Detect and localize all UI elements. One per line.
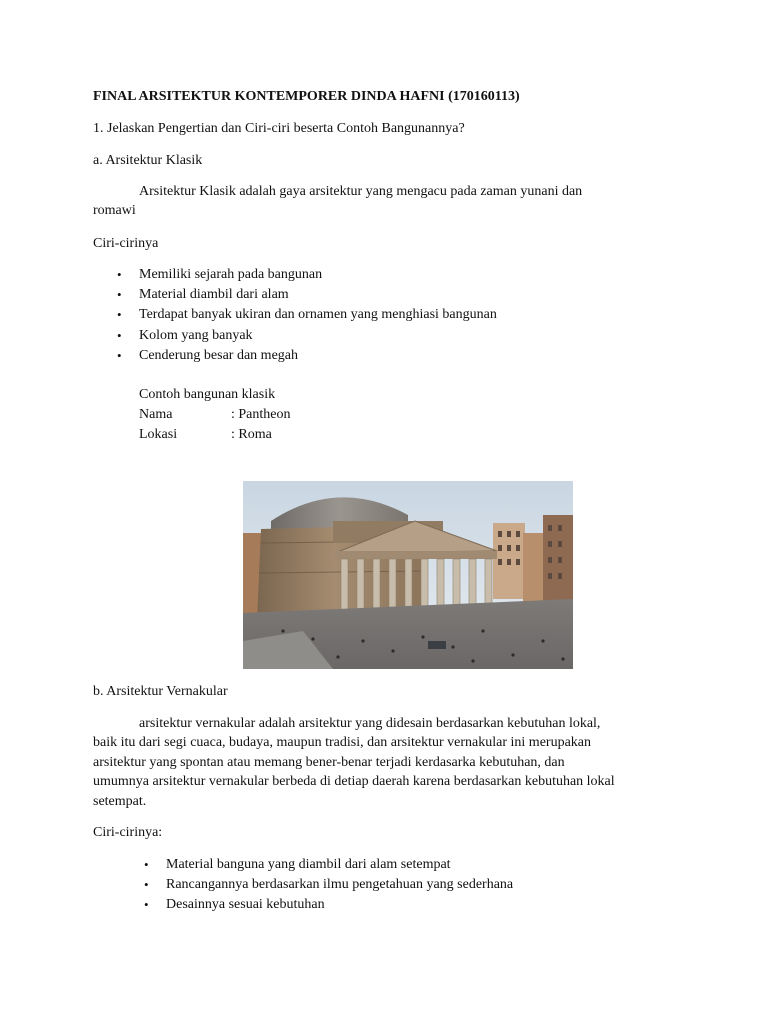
vernakular-definition-line: arsitektur yang spontan atau memang bener-benar terjadi kerdasarka kebutuhan, dan [93, 755, 565, 770]
section-heading-vernakular: b. Arsitektur Vernakular [93, 684, 228, 699]
bullet-icon: • [117, 327, 122, 343]
bullet-icon: • [144, 897, 149, 913]
klasik-definition-line1: Arsitektur Klasik adalah gaya arsitektur yang mengacu pada zaman yunani dan [139, 184, 583, 199]
bullet-icon: • [117, 287, 122, 303]
vernakular-definition-line: umumnya arsitektur vernakular berbeda di detiap daerah karena berdasarkan kebutuhan lokal [93, 774, 615, 789]
section-heading-klasik: a. Arsitektur Klasik [93, 153, 203, 168]
klasik-definition-line2: romawi [93, 203, 136, 218]
bullet-icon: • [117, 307, 122, 323]
list-item: • Desainnya sesuai kebutuhan [166, 895, 513, 915]
document-title: FINAL ARSITEKTUR KONTEMPORER DINDA HAFNI (170160113) [93, 89, 520, 104]
list-item: • Rancangannya berdasarkan ilmu pengetahuan yang sederhana [166, 875, 513, 895]
vernakular-definition-line: setempat. [93, 794, 147, 809]
list-item: • Material banguna yang diambil dari alam setempat [166, 855, 513, 875]
klasik-ciri-heading: Ciri-cirinya [93, 236, 159, 251]
nama-value: : Pantheon [231, 407, 291, 422]
list-item: • Kolom yang banyak [139, 326, 497, 346]
lokasi-row [139, 425, 291, 445]
list-item: • Cenderung besar dan megah [139, 346, 497, 366]
bullet-icon: • [117, 267, 122, 282]
vernakular-ciri-heading: Ciri-cirinya: [93, 825, 163, 840]
nama-label: Nama [139, 407, 173, 422]
bullet-icon: • [117, 347, 122, 363]
nama-row [139, 405, 291, 425]
vernakular-definition-line: arsitektur vernakular adalah arsitektur yang didesain berdasarkan kebutuhan lokal, [139, 716, 601, 731]
question-text: 1. Jelaskan Pengertian dan Ciri-ciri beserta Contoh Bangunannya? [93, 121, 465, 136]
bullet-icon: • [144, 857, 149, 872]
list-item: • Memiliki sejarah pada bangunan [139, 265, 497, 285]
bullet-icon: • [144, 877, 149, 893]
contoh-heading: Contoh bangunan klasik [139, 387, 276, 402]
vernakular-ciri-list [144, 855, 514, 916]
pantheon-photo [243, 481, 573, 669]
vernakular-definition-line: baik itu dari segi cuaca, budaya, maupun tradisi, dan arsitektur vernakular ini merupakan [93, 735, 591, 750]
list-item: • Terdapat banyak ukiran dan ornamen yang menghiasi bangunan [139, 305, 497, 325]
contoh-bangunan-klasik [139, 385, 291, 445]
lokasi-value: : Roma [231, 427, 272, 442]
list-item: • Material diambil dari alam [139, 285, 497, 305]
klasik-ciri-list [117, 265, 497, 366]
lokasi-label: Lokasi [139, 427, 178, 442]
